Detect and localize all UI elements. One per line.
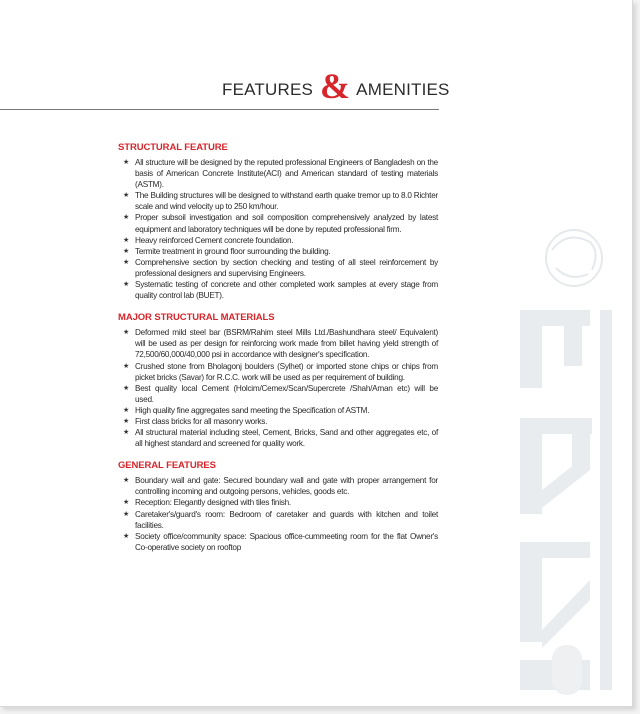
feature-list <box>118 475 438 553</box>
list-item-text: All structural material including steel, Cement, Bricks, Sand and other aggregates etc, of all highest standard and screened for quality work. <box>135 428 438 449</box>
star-bullet-icon: ★ <box>123 429 130 437</box>
list-item <box>123 383 438 405</box>
star-bullet-icon: ★ <box>123 532 130 540</box>
star-bullet-icon: ★ <box>123 192 130 200</box>
list-item <box>123 405 438 416</box>
title-ampersand: & <box>319 66 351 106</box>
title-features: FEATURES <box>222 80 314 99</box>
star-bullet-icon: ★ <box>123 510 130 518</box>
star-bullet-icon: ★ <box>123 247 130 255</box>
star-bullet-icon: ★ <box>123 406 130 414</box>
feature-list <box>118 157 438 301</box>
star-bullet-icon: ★ <box>123 477 130 485</box>
star-bullet-icon: ★ <box>123 329 130 337</box>
list-item-text: Crushed stone from Bholagonj boulders (Sylhet) or imported stone chips or chips from picket bricks (Savar) for R.C.C. work will be used as per requirement of building. <box>135 361 438 382</box>
list-item <box>123 427 438 449</box>
list-item <box>123 475 438 497</box>
list-item <box>123 246 438 257</box>
list-item <box>123 257 438 279</box>
list-item <box>123 509 438 531</box>
page-title <box>222 66 450 106</box>
star-bullet-icon: ★ <box>123 362 130 370</box>
list-item-text: Systematic testing of concrete and other completed work samples at every stage from quality control lab (BUET). <box>135 280 438 301</box>
list-item <box>123 416 438 427</box>
list-item <box>123 157 438 190</box>
list-item-text: All structure will be designed by the reputed professional Engineers of Bangladesh on the basis of American Concrete Institute(ACI) and American standard of testing materials (ASTM). <box>135 158 438 190</box>
features-content <box>118 142 438 564</box>
title-underline <box>0 109 439 110</box>
star-bullet-icon: ★ <box>123 384 130 392</box>
section-structural-feature <box>118 142 438 301</box>
star-bullet-icon: ★ <box>123 236 130 244</box>
list-item-text: High quality fine aggregates sand meeting the Specification of ASTM. <box>135 405 370 415</box>
star-bullet-icon: ★ <box>123 214 130 222</box>
section-heading: GENERAL FEATURES <box>118 460 216 472</box>
star-bullet-icon: ★ <box>123 258 130 266</box>
list-item-text: Caretaker's/guard's room: Bedroom of caretaker and guards with kitchen and toilet facilities. <box>135 509 438 530</box>
list-item <box>123 212 438 234</box>
section-major-structural-materials <box>118 312 438 449</box>
star-bullet-icon: ★ <box>123 281 130 289</box>
section-heading: MAJOR STRUCTURAL MATERIALS <box>118 312 275 324</box>
list-item-text: Termite treatment in ground floor surrounding the building. <box>135 246 331 256</box>
list-item-text: Proper subsoil investigation and soil composition comprehensively analyzed by latest equipment and laboratory techniques will be done by reputed professional firm. <box>135 213 438 234</box>
section-heading: STRUCTURAL FEATURE <box>118 142 228 153</box>
star-bullet-icon: ★ <box>123 417 130 425</box>
list-item-text: Society office/community space: Spacious office-cummeeting room for the flat Owner's Co-operative society on rooftop <box>135 531 438 552</box>
list-item <box>123 531 438 553</box>
list-item-text: The Building structures will be designed to withstand earth quake tremor up to 8.0 Richter scale and wind velocity up to 250 km/hour. <box>135 191 438 212</box>
star-bullet-icon: ★ <box>123 499 130 507</box>
feature-list <box>118 327 438 449</box>
star-bullet-icon: ★ <box>123 159 130 166</box>
list-item-text: Heavy reinforced Cement concrete foundation. <box>135 235 294 245</box>
title-amenities: AMENITIES <box>356 80 450 99</box>
section-general-features <box>118 460 438 553</box>
list-item <box>123 327 438 360</box>
list-item-text: First class bricks for all masonry works. <box>135 416 268 426</box>
list-item <box>123 190 438 212</box>
list-item-text: Deformed mild steel bar (BSRM/Rahim steel Mills Ltd./Bashundhara steel/ Equivalent) will be used as per design for reinforcing work made from billet having yield strength of 72,500/60,000/40,000 psi in accordance with designer's specification. <box>135 328 438 360</box>
list-item <box>123 279 438 301</box>
list-item-text: Comprehensive section by section checking and testing of all steel reinforcement by professional designers and supervising Engineers. <box>135 257 438 278</box>
list-item-text: Reception: Elegantly designed with tiles finish. <box>135 498 291 508</box>
list-item-text: Best quality local Cement (Holcim/Cemex/Scan/Supercrete /Shah/Aman etc) will be used. <box>135 383 438 404</box>
list-item-text: Boundary wall and gate: Secured boundary wall and gate with proper arrangement for controlling incoming and outgoing persons, vehicles, goods etc. <box>135 476 438 497</box>
list-item <box>123 235 438 246</box>
list-item <box>123 361 438 383</box>
brand-watermark <box>512 190 622 705</box>
list-item <box>123 497 438 508</box>
